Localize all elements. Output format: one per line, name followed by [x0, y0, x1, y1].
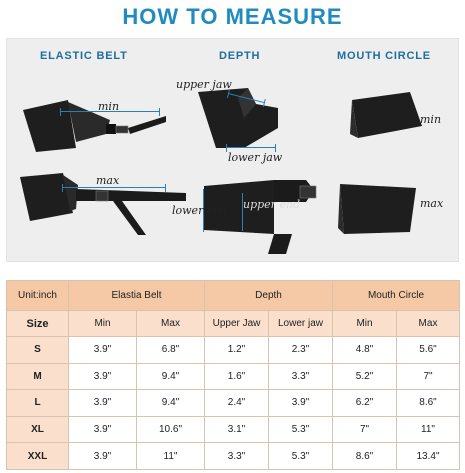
- depth-upper-jaw-text: upper jaw: [176, 78, 232, 91]
- size-table: [6, 280, 460, 470]
- elastic-belt-max-line: [62, 187, 166, 188]
- table-row: [7, 390, 460, 417]
- mouth-circle-label: MOUTH CIRCLE: [337, 50, 431, 62]
- table-cell: 7": [333, 416, 397, 443]
- size-cell: XXL: [7, 443, 69, 470]
- depth-header: Depth: [205, 281, 333, 311]
- table-subheader-row: [7, 311, 460, 337]
- mouth-circle-min-image: [348, 88, 428, 144]
- table-cell: 1.6": [205, 363, 269, 390]
- table-cell: 3.3": [269, 363, 333, 390]
- elastic-belt-label: ELASTIC BELT: [40, 50, 128, 62]
- table-cell: 3.9": [69, 443, 137, 470]
- depth-lower-jaw-line: [226, 147, 276, 148]
- lower-jaw-header: Lower jaw: [269, 311, 333, 337]
- table-row: [7, 337, 460, 364]
- table-header-row: [7, 281, 460, 311]
- size-cell: M: [7, 363, 69, 390]
- table-cell: 8.6": [333, 443, 397, 470]
- table-cell: 3.1": [205, 416, 269, 443]
- page-title: HOW TO MEASURE: [122, 4, 343, 29]
- table-cell: 3.9": [69, 337, 137, 364]
- table-cell: 9.4": [137, 363, 205, 390]
- table-cell: 3.3": [205, 443, 269, 470]
- size-cell: XL: [7, 416, 69, 443]
- table-cell: 9.4": [137, 390, 205, 417]
- table-cell: 5.3": [269, 416, 333, 443]
- size-header: Size: [7, 311, 69, 337]
- table-cell: 7": [397, 363, 460, 390]
- table-cell: 3.9": [269, 390, 333, 417]
- table-row: [7, 363, 460, 390]
- table-cell: 11": [137, 443, 205, 470]
- table-cell: 3.9": [69, 363, 137, 390]
- mouth-circle-min-text: min: [420, 113, 442, 126]
- unit-header: Unit:inch: [7, 281, 69, 311]
- table-cell: 6.8": [137, 337, 205, 364]
- size-cell: L: [7, 390, 69, 417]
- elastic-belt-min-text: min: [98, 100, 120, 113]
- table-cell: 5.6": [397, 337, 460, 364]
- table-cell: 2.3": [269, 337, 333, 364]
- table-row: [7, 416, 460, 443]
- table-cell: 2.4": [205, 390, 269, 417]
- depth-upper-end-text: upper end: [243, 198, 301, 211]
- table-cell: 10.6": [137, 416, 205, 443]
- table-cell: 8.6": [397, 390, 460, 417]
- mouth-max-header: Max: [397, 311, 460, 337]
- table-cell: 5.3": [269, 443, 333, 470]
- mouth-circle-max-text: max: [420, 197, 444, 210]
- table-cell: 3.9": [69, 390, 137, 417]
- table-cell: 3.9": [69, 416, 137, 443]
- belt-max-header: Max: [137, 311, 205, 337]
- depth-lower-jaw-text: lower jaw: [228, 151, 283, 164]
- mouth-min-header: Min: [333, 311, 397, 337]
- table-cell: 13.4": [397, 443, 460, 470]
- elastic-belt-min-image: [18, 90, 168, 165]
- table-cell: 6.2": [333, 390, 397, 417]
- table-cell: 4.8": [333, 337, 397, 364]
- table-cell: 1.2": [205, 337, 269, 364]
- belt-min-header: Min: [69, 311, 137, 337]
- elastia-belt-header: Elastia Belt: [69, 281, 205, 311]
- depth-lower-end-text: lower end: [172, 204, 228, 217]
- table-cell: 5.2": [333, 363, 397, 390]
- table-row: [7, 443, 460, 470]
- mouth-circle-max-image: [336, 178, 420, 240]
- size-cell: S: [7, 337, 69, 364]
- mouth-circle-header: Mouth Circle: [333, 281, 460, 311]
- elastic-belt-max-text: max: [96, 174, 120, 187]
- table-cell: 11": [397, 416, 460, 443]
- upper-jaw-header: Upper Jaw: [205, 311, 269, 337]
- depth-label: DEPTH: [219, 50, 261, 62]
